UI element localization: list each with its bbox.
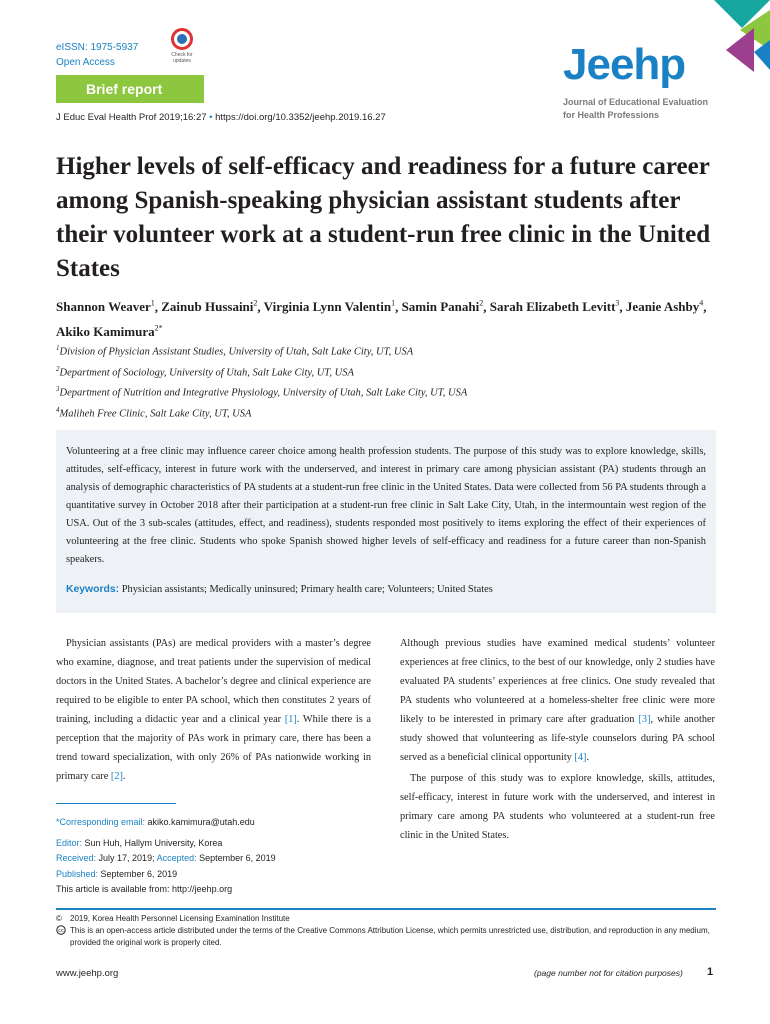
journal-logo: Jeehp bbox=[563, 40, 686, 89]
check-for-updates-label: Check for updates bbox=[171, 52, 193, 64]
author: Zainub Hussaini$^2$ bbox=[161, 299, 258, 315]
page-number-note: (page number not for citation purposes) bbox=[534, 968, 683, 978]
availability-note: This article is available from: http://jeehp.org bbox=[56, 884, 233, 894]
affiliation: $^4$Maliheh Free Clinic, Salt Lake City, UT, USA bbox=[56, 405, 252, 419]
author: Sarah Elizabeth Levitt$^3$ bbox=[489, 299, 620, 315]
author: Jeanie Ashby$^4$ bbox=[625, 299, 704, 315]
open-access-label: Open Access bbox=[56, 57, 115, 68]
citation-journal: J Educ Eval Health Prof 2019;16:27 bbox=[56, 112, 207, 123]
eissn: eISSN: 1975-5937 bbox=[56, 42, 139, 53]
notes-divider bbox=[56, 803, 176, 804]
author: Shannon Weaver$^1$ bbox=[56, 299, 155, 315]
check-for-updates-badge[interactable] bbox=[164, 28, 200, 70]
journal-issn-block bbox=[56, 40, 138, 70]
citation-separator: • bbox=[209, 112, 213, 123]
journal-name-line-2: for Health Professions bbox=[563, 110, 660, 120]
article-notes bbox=[56, 815, 371, 898]
keywords bbox=[66, 584, 706, 595]
reference-link[interactable]: [2] bbox=[110, 771, 123, 782]
reference-link[interactable]: [4] bbox=[574, 752, 587, 763]
affiliation: $^1$Division of Physician Assistant Studies, University of Utah, Salt Lake City, UT, USA bbox=[56, 344, 414, 358]
journal-full-name bbox=[563, 96, 708, 122]
affiliation: $^2$Department of Sociology, University of Utah, Salt Lake City, UT, USA bbox=[56, 364, 354, 378]
doi-link[interactable]: https://doi.org/10.3352/jeehp.2019.16.27 bbox=[215, 112, 386, 123]
body-paragraph: Although previous studies have examined medical students’ volunteer experiences at free clinics, to the best of our knowledge, only 2 studies have evaluated PA students’ experiences at free clinics. One study revealed that PA students who volunteered at a homeless-shelter free clinic were more likely to be interested in primary care after graduation [3], while another study showed that volunteering as life-style counselors during PA school served as a beneficial clinical opportunity [4]. bbox=[400, 638, 715, 763]
cc-icon bbox=[56, 925, 70, 949]
editor-note: Editor: Sun Huh, Hallym University, Korea bbox=[56, 837, 223, 848]
reference-link[interactable]: [3] bbox=[638, 714, 651, 725]
author-list: Shannon Weaver$^1$, Zainub Hussaini$^2$, Virginia Lynn Valentin$^1$, Samin Panahi$^2$, Sarah Elizabeth Levitt$^3$, Jeanie Ashby$^4$, Akiko Kamimura$^{2*}$ bbox=[56, 299, 707, 339]
journal-logo-mark-icon bbox=[706, 0, 770, 80]
license-text: This is an open-access article distributed under the terms of the Creative Commons Attribution License, which permits unrestricted use, distribution, and reproduction in any medium, provided the original work is properly cited. bbox=[70, 926, 710, 947]
abstract-text: Volunteering at a free clinic may influence career choice among health profession students. The purpose of this study was to explore knowledge, skills, attitudes, self-efficacy, interest in future work with the underserved, and interest in primary care among physician assistant (PA) students through an analysis of demographic characteristics of PA students at a student-run free clinic in the United States. Data were collected from 56 PA students through a quantitative survey in October 2018 after their participation at a student-run free clinic in Salt Lake City, Utah, in the intermountain west region of the USA. Out of the 3 sub-scales (attitudes, effect, and readiness), students responded most positively to items exploring the effect of their experiences of volunteering at the free clinic. Students who spoke Spanish showed higher levels of self-efficacy and readiness for a future career than non-Spanish speakers. bbox=[66, 446, 706, 565]
reference-link[interactable]: [1] bbox=[284, 714, 297, 725]
corresponding-email: *Corresponding email: akiko.kamimura@utah.edu bbox=[56, 817, 255, 827]
article-type-badge: Brief report bbox=[56, 75, 204, 103]
affiliation-list bbox=[56, 340, 716, 422]
crossmark-icon bbox=[171, 28, 193, 50]
author: Samin Panahi$^2$ bbox=[401, 299, 484, 315]
license-block bbox=[56, 913, 716, 949]
page-number: 1 bbox=[707, 966, 714, 978]
svg-text:cc: cc bbox=[58, 928, 64, 934]
body-paragraph: Physician assistants (PAs) are medical providers with a master’s degree who examine, diagnose, and treat patients under the supervision of medical doctors in the United States. A bachelor’s degree and clinical experience are required to be eligible to enter PA school, which then constitutes 2 years of training, including a didactic year and a clinical year [1]. While there is a perception that the majority of PAs work in primary care, there has been a trend toward specialization, with only 26% of PAs nationwide working in primary care [2]. bbox=[56, 638, 371, 782]
author: Akiko Kamimura$^{2*}$ bbox=[56, 323, 163, 339]
copyright-text: 2019, Korea Health Personnel Licensing Examination Institute bbox=[70, 914, 290, 923]
abstract-box bbox=[56, 430, 716, 613]
body-paragraph: The purpose of this study was to explore knowledge, skills, attitudes, self-efficacy, interest in future work with the underserved, and interest in primary care among PA students who volunteered at a student-run free clinic in the United States. bbox=[400, 773, 715, 841]
author: Virginia Lynn Valentin$^1$ bbox=[263, 299, 396, 315]
journal-name-line-1: Journal of Educational Evaluation bbox=[563, 97, 709, 107]
footer-divider bbox=[56, 908, 716, 910]
keywords-value: Physician assistants; Medically uninsured; Primary health care; Volunteers; United States bbox=[121, 584, 493, 595]
copyright-icon: © bbox=[56, 914, 62, 923]
dates-note: Received: July 17, 2019; Accepted: September 6, 2019 bbox=[56, 853, 276, 863]
affiliation: $^3$Department of Nutrition and Integrative Physiology, University of Utah, Salt Lake City, UT, USA bbox=[56, 385, 468, 399]
keywords-label: Keywords: bbox=[66, 584, 120, 595]
body-column-left bbox=[56, 634, 371, 786]
article-title: Higher levels of self-efficacy and readiness for a future career among Spanish-speaking physician assistant students after their volunteer work at a student-run free clinic in the United States bbox=[56, 153, 711, 282]
body-column-right bbox=[400, 634, 715, 845]
published-note: Published: September 6, 2019 bbox=[56, 868, 178, 879]
citation-line bbox=[56, 112, 386, 123]
journal-website-link[interactable]: www.jeehp.org bbox=[56, 968, 119, 979]
